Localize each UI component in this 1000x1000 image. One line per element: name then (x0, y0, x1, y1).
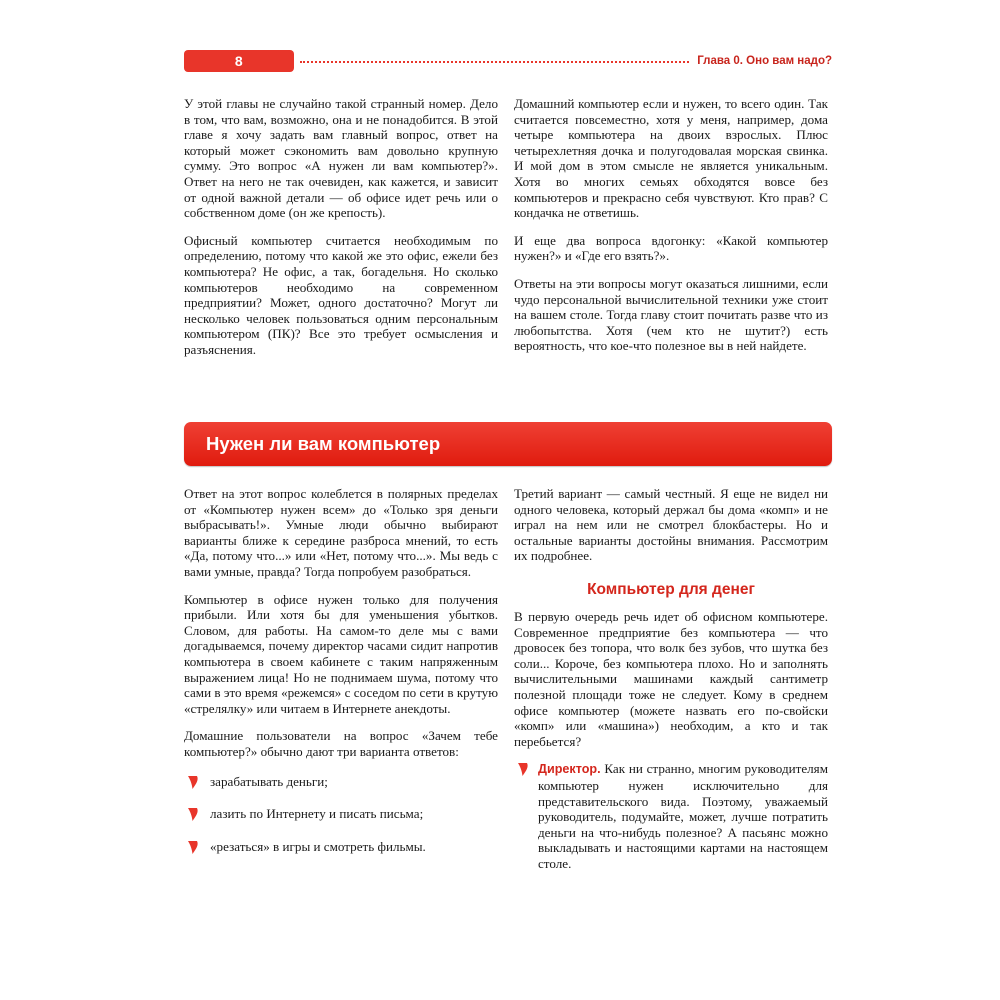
paragraph: Третий вариант — самый честный. Я еще не видел ни одного человека, который держал бы дома «комп» и не играл на нем или не смотрел блокбастеры. Но и остальные варианты достойны внимания. Рассмотрим их подробнее. (514, 486, 828, 564)
paragraph: Домашние пользователи на вопрос «Зачем тебе компьютер?» обычно дают три варианта ответов: (184, 728, 498, 759)
bullet-list (184, 774, 498, 855)
paragraph: Компьютер в офисе нужен только для получения прибыли. Или хотя бы для уменьшения убытков. Словом, для работы. На самом-то деле мы с вами догадываемся, почему директор часами сидит напротив компьютера в своем кабинете с таким напряженным выражением лица! Но не поднимаем шума, потому что сами в это время «режемся» с соседом по сети в крутую «стрелялку» или читаем в Интернете анекдоты. (184, 591, 498, 716)
column-bottom-left (184, 486, 498, 871)
column-bottom-right (514, 486, 828, 871)
list-item (184, 839, 498, 855)
paragraph: У этой главы не случайно такой странный номер. Дело в том, что вам, возможно, она и не понадобится. В этой главе я хочу задать вам главный вопрос, ответ на который может сэкономить вам довольно крупную сумму. Это вопрос «А нужен ли вам компьютер?». Ответ на него не так очевиден, как кажется, и зависит от одной важной детали — об офисе идет речь или о собственном доме (он же крепость). (184, 96, 498, 221)
paragraph: Домашний компьютер если и нужен, то всего один. Так считается повсеместно, хотя у меня, например, дома четыре компьютера на двоих взрослых. Плюс четырехлетняя дочка и полугодовалая морская свинка. И мой дом в этом смысле не является уникальным. Хотя во многих семьях обходятся вовсе без компьютеров и прекрасно себя чувствуют. Кто прав? С кондачка не ответишь. (514, 96, 828, 221)
paragraph: И еще два вопроса вдогонку: «Какой компьютер нужен?» и «Где его взять?». (514, 232, 828, 264)
section-banner (184, 422, 832, 466)
list-item-label: лазить по Интернету и писать письма; (210, 806, 424, 822)
list-item (184, 774, 498, 790)
list-item-label: зарабатывать деньги; (210, 773, 328, 789)
section-banner-title: Нужен ли вам компьютер (206, 433, 441, 454)
paragraph: Ответ на этот вопрос колеблется в полярных пределах от «Компьютер нужен всем» до «Только зря деньги выбрасывать!». Умные люди обычно выбирают варианты ближе к середине разброса мнений, то есть «Да, потому что...» или «Нет, потому что...». Мы ведь с вами умные, правда? Тогда попробуем разобраться. (184, 486, 498, 579)
subsection-heading: Компьютер для денег (587, 580, 755, 598)
list-item-label: «резаться» в игры и смотреть фильмы. (210, 838, 426, 854)
paragraph: Офисный компьютер считается необходимым по определению, потому что какой же это офис, ежели без компьютера? Не офис, а так, богадельня. Но сколько компьютеров необходимо на современном предприятии? Может, одного достаточно? Могут ли несколько человек пользоваться одним персональным компьютером (ПК)? Все это требует осмысления и разъяснения. (184, 232, 498, 357)
column-top-left (184, 96, 498, 358)
paragraph: В первую очередь речь идет об офисном компьютере. Современное предприятие без компьютера — что дровосек без топора, что волк без зубов, что шутка без соли... Короче, без компьютера плохо. Но и заполнять вычислительными машинами каждый сантиметр полезной площади тоже не следует. Кому в среднем офисе компьютер (можете назвать его по-свойски «комп» или «машина») необходим, а кто и так перебьется? (514, 608, 828, 749)
page-number-badge: 8 (184, 50, 294, 72)
lead-text: Как ни странно, многим руководителям компьютер нужен исключительно для представительского вида. Поэтому, уважаемый руководитель, подумайте, может, лучше потратить деньги на что-нибудь полезное? А пасьянс можно выкладывать и настоящими картами на настоящем столе. (538, 761, 828, 871)
column-top-right (514, 96, 828, 354)
paragraph: Ответы на эти вопросы могут оказаться лишними, если чудо персональной вычислительной техники уже стоит на вашем столе. Тогда главу стоит почитать разве что из любопытства. Хотя (чем кто не шутит?) есть вероятность, что кое-что полезное вы в ней найдете. (514, 275, 828, 354)
chapter-title: Глава 0. Оно вам надо? (689, 50, 832, 72)
lead-paragraph (514, 761, 828, 871)
list-item (184, 806, 498, 822)
page-header (184, 50, 832, 72)
lead-label: Директор. (538, 762, 601, 777)
